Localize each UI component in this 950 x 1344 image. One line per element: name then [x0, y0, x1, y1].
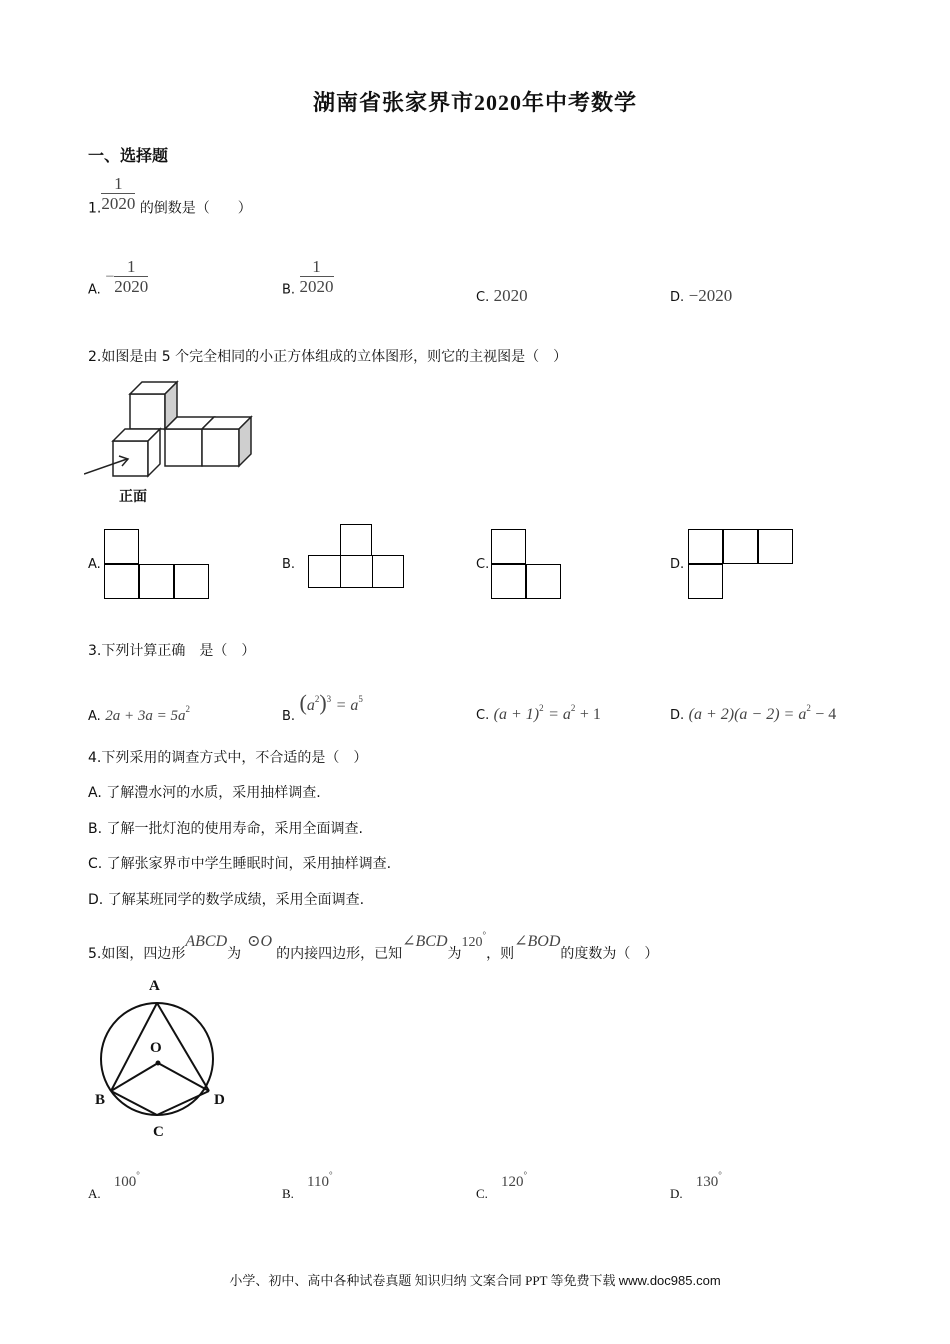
math-symbol: ∠BCD	[402, 933, 448, 950]
option-label: C.	[476, 290, 490, 305]
q2-option-b-label[interactable]: B.	[282, 557, 296, 572]
option-label: D.	[670, 1186, 683, 1201]
stem-text: ，则	[486, 946, 515, 962]
q4-option-c[interactable]: C. 了解张家界市中学生睡眠时间，采用抽样调查.	[88, 856, 392, 872]
fraction-numerator: 1	[114, 174, 123, 193]
q1-option-b[interactable]	[282, 258, 334, 300]
point-c-label: C	[153, 1124, 164, 1140]
option-label: A.	[88, 1186, 101, 1201]
question-4-stem: 4.下列采用的调查方式中，不合适的是（ ）	[88, 750, 368, 766]
circle-o-symbol: ⊙O	[247, 933, 273, 950]
option-expression: 2a + 3a = 5a	[105, 708, 186, 724]
q3-option-b[interactable]: B. $(a^2)^3 = a^5$	[282, 690, 363, 724]
option-expression: = a	[335, 697, 359, 714]
q1-option-d[interactable]	[670, 287, 732, 307]
fraction	[101, 175, 135, 214]
footer-text: 小学、初中、高中各种试卷真题 知识归纳 文案合同 PPT 等免费下载	[229, 1273, 616, 1288]
exponent: 5	[358, 694, 363, 704]
stem-text: 为	[227, 946, 242, 962]
option-value: 110	[307, 1174, 329, 1190]
circle-quadrilateral-figure	[90, 978, 240, 1148]
q2-option-d-figure	[688, 529, 798, 601]
stem-text: 5.如图，四边形	[88, 946, 186, 962]
q4-option-a[interactable]: A. 了解澧水河的水质，采用抽样调查.	[88, 785, 321, 801]
option-label: A.	[88, 709, 101, 724]
point-d-label: D	[214, 1092, 225, 1108]
option-value: 100	[113, 1174, 137, 1190]
footer-link[interactable]: www.doc985.com	[618, 1273, 721, 1288]
question-1	[88, 175, 252, 218]
degree-symbol: °	[482, 930, 487, 940]
geometry-drawing	[90, 978, 240, 1148]
stem-text: 的内接四边形，已知	[276, 946, 403, 962]
degree-symbol: °	[136, 1170, 140, 1180]
fraction-numerator: 1	[312, 257, 321, 276]
q5-option-d[interactable]	[670, 1170, 722, 1202]
question-stem: 的倒数是（ ）	[139, 200, 252, 217]
exponent: 2	[570, 703, 576, 713]
degree-symbol: °	[718, 1170, 722, 1180]
q2-option-c-label[interactable]: C.	[476, 557, 490, 572]
question-number: 1.	[88, 200, 102, 217]
q2-option-b-figure	[308, 524, 408, 590]
minus-sign: −	[105, 268, 115, 286]
exponent: 2	[314, 694, 320, 704]
q4-option-d[interactable]: D. 了解某班同学的数学成绩，采用全面调查.	[88, 892, 365, 908]
option-value: 130	[695, 1174, 719, 1190]
option-value: −2020	[688, 286, 733, 305]
option-value: 2020	[493, 286, 528, 305]
fraction	[114, 258, 148, 297]
q2-option-c-figure	[491, 529, 567, 601]
cube-solid-figure	[84, 378, 264, 508]
exponent: 2	[539, 703, 544, 713]
option-value: 120	[501, 1174, 524, 1190]
fraction	[300, 258, 334, 297]
section-heading: 一、选择题	[88, 146, 169, 165]
option-expression: − 4	[815, 706, 837, 723]
option-label: C.	[476, 1186, 488, 1201]
option-label: B.	[282, 1186, 294, 1201]
option-expression: (a + 1)	[493, 706, 540, 723]
q3-option-a[interactable]	[88, 700, 190, 726]
option-expression: = a	[548, 706, 571, 723]
option-expression: (a + 2)(a − 2) = a	[688, 706, 807, 723]
exponent: 3	[326, 694, 332, 704]
option-label: C.	[476, 708, 490, 723]
option-label: B.	[282, 709, 296, 724]
q5-option-b[interactable]	[282, 1170, 333, 1202]
point-o-label: O	[150, 1040, 162, 1056]
q1-option-a[interactable]	[88, 258, 148, 300]
math-value: 120	[461, 935, 483, 950]
point-b-label: B	[95, 1092, 106, 1108]
q2-option-a-label[interactable]: A.	[88, 557, 101, 572]
front-view-label: 正面	[119, 489, 147, 505]
option-label: D.	[670, 708, 685, 723]
q5-option-a[interactable]	[88, 1170, 140, 1202]
question-5-stem	[88, 926, 658, 963]
degree-symbol: °	[328, 1170, 333, 1180]
exponent: 2	[806, 703, 811, 713]
fraction-denominator: 2020	[114, 277, 149, 296]
q3-option-d[interactable]	[670, 699, 836, 725]
q1-option-c[interactable]	[476, 287, 528, 307]
q2-option-a-figure	[104, 529, 214, 601]
option-label: D.	[670, 290, 685, 305]
q3-option-c[interactable]	[476, 699, 601, 725]
stem-text: 的度数为（ ）	[560, 946, 659, 962]
q2-option-d-label[interactable]: D.	[670, 557, 685, 572]
fraction-denominator: 2020	[101, 194, 136, 213]
option-expression: + 1	[579, 706, 601, 723]
point-a-label: A	[149, 978, 160, 994]
option-label: A.	[88, 282, 101, 298]
degree-symbol: °	[523, 1170, 528, 1180]
base: a	[306, 697, 315, 714]
stem-text: 为	[447, 946, 462, 962]
fraction-denominator: 2020	[299, 277, 334, 296]
page-title: 湖南省张家界市2020年中考数学	[312, 90, 637, 115]
question-3-stem: 3.下列计算正确 是（ ）	[88, 643, 256, 659]
option-label: B.	[282, 282, 296, 298]
question-2-stem: 2.如图是由 5 个完全相同的小正方体组成的立体图形，则它的主视图是（ ）	[88, 349, 568, 365]
math-symbol: ABCD	[185, 933, 228, 950]
exponent: 2	[185, 704, 190, 714]
fraction-numerator: 1	[127, 257, 136, 276]
page-footer	[0, 1270, 950, 1289]
q5-option-c[interactable]	[476, 1170, 527, 1202]
q4-option-b[interactable]: B. 了解一批灯泡的使用寿命，采用全面调查.	[88, 821, 363, 837]
math-symbol: ∠BOD	[514, 933, 561, 950]
